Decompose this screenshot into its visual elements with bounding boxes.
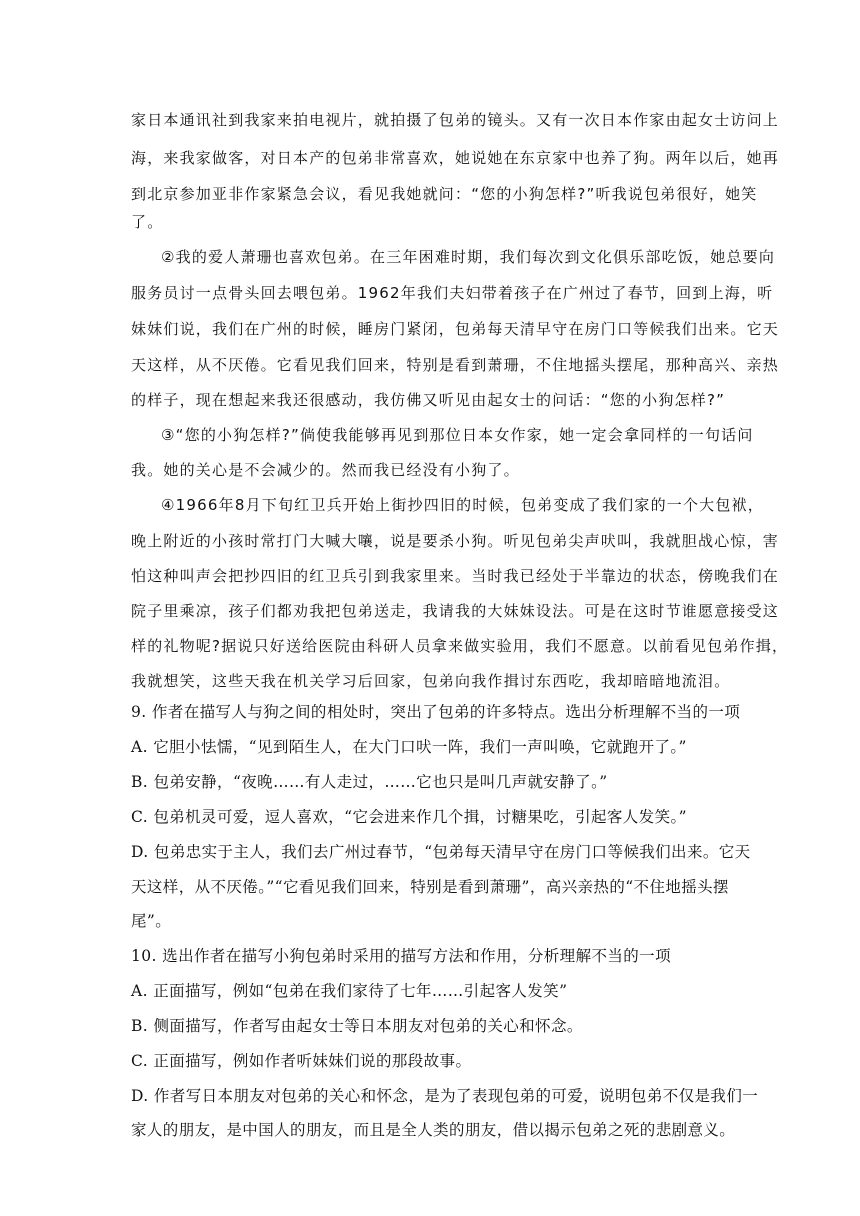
passage-line: ④1966年8月下旬红卫兵开始上街抄四旧的时候，包弟变成了我们家的一个大包袱， [161,496,764,514]
passage-line: 怕这种叫声会把抄四旧的红卫兵引到我家里来。当时我已经处于半靠边的状态，傍晚我们在 [131,567,780,585]
passage-line: 服务员讨一点骨头回去喂包弟。1962年我们夫妇带着孩子在广州过了春节，回到上海，听 [131,284,774,302]
option-c: C. 包弟机灵可爱，逗人喜欢，“它会进来作几个揖，讨糖果吃，引起客人发笑。” [131,808,687,826]
option-a: A. 正面描写，例如“包弟在我们家待了七年……引起客人发笑” [131,982,568,1000]
option-d: D. 包弟忠实于主人，我们去广州过春节，“包弟每天清早守在房门口等候我们出来。它天 [131,843,751,861]
passage-line: 到北京参加亚非作家紧急会议，看见我她就问：“您的小狗怎样?”听我说包弟很好，她笑 [131,185,758,203]
passage-line: ②我的爱人萧珊也喜欢包弟。在三年困难时期，我们每次到文化俱乐部吃饭，她总要向 [161,248,776,266]
passage-line: 样的礼物呢?据说只好送给医院由科研人员拿来做实验用，我们不愿意。以前看见包弟作揖， [131,637,789,655]
option-d: 尾”。 [131,912,172,930]
option-d: D. 作者写日本朋友对包弟的关心和怀念，是为了表现包弟的可爱，说明包弟不仅是我们一 [131,1087,759,1105]
passage-line: 家日本通讯社到我家来拍电视片，就拍摄了包弟的镜头。又有一次日本作家由起女士访问上 [131,111,780,129]
passage-line: 的样子，现在想起来我还很感动，我仿佛又听见由起女士的问话：“您的小狗怎样?” [131,391,726,409]
passage-line: 了。 [131,213,164,231]
passage-line: 天这样，从不厌倦。它看见我们回来，特别是看到萧珊，不住地摇头摆尾，那种高兴、亲热 [131,356,780,374]
option-d: 家人的朋友，是中国人的朋友，而且是全人类的朋友，借以揭示包弟之死的悲剧意义。 [131,1121,736,1139]
passage-line: 晚上附近的小孩时常打门大喊大嚷，说是要杀小狗。听见包弟尖声吠叫，我就胆战心惊，害 [131,532,780,550]
passage-line: 妹妹们说，我们在广州的时候，睡房门紧闭，包弟每天清早守在房门口等候我们出来。它天 [131,320,780,338]
passage-line: 海，来我家做客，对日本产的包弟非常喜欢，她说她在东京家中也养了狗。两年以后，她再 [131,149,780,167]
passage-line: 我就想笑，这些天我在机关学习后回家，包弟向我作揖讨东西吃，我却暗暗地流泪。 [131,672,731,690]
question-stem: 10. 选出作者在描写小狗包弟时采用的描写方法和作用，分析理解不当的一项 [131,947,671,965]
passage-line: 院子里乘凉，孩子们都劝我把包弟送走，我请我的大妹妹设法。可是在这时节谁愿意接受这 [131,602,780,620]
option-d: 天这样，从不厌倦。”“它看见我们回来，特别是看到萧珊”，高兴亲热的“不住地摇头摆 [131,878,729,896]
option-c: C. 正面描写，例如作者听妹妹们说的那段故事。 [131,1052,472,1070]
passage-line: ③“您的小狗怎样?”倘使我能够再见到那位日本女作家，她一定会拿同样的一句话问 [161,426,754,444]
option-b: B. 侧面描写，作者写由起女士等日本朋友对包弟的关心和怀念。 [131,1017,583,1035]
question-stem: 9. 作者在描写人与狗之间的相处时，突出了包弟的许多特点。选出分析理解不当的一项 [131,703,741,721]
option-b: B. 包弟安静，“夜晚……有人走过，……它也只是叫几声就安静了。” [131,773,608,791]
option-a: A. 它胆小怯懦，“见到陌生人，在大门口吠一阵，我们一声叫唤，它就跑开了。” [131,738,687,756]
passage-line: 我。她的关心是不会减少的。然而我已经没有小狗了。 [131,461,520,479]
